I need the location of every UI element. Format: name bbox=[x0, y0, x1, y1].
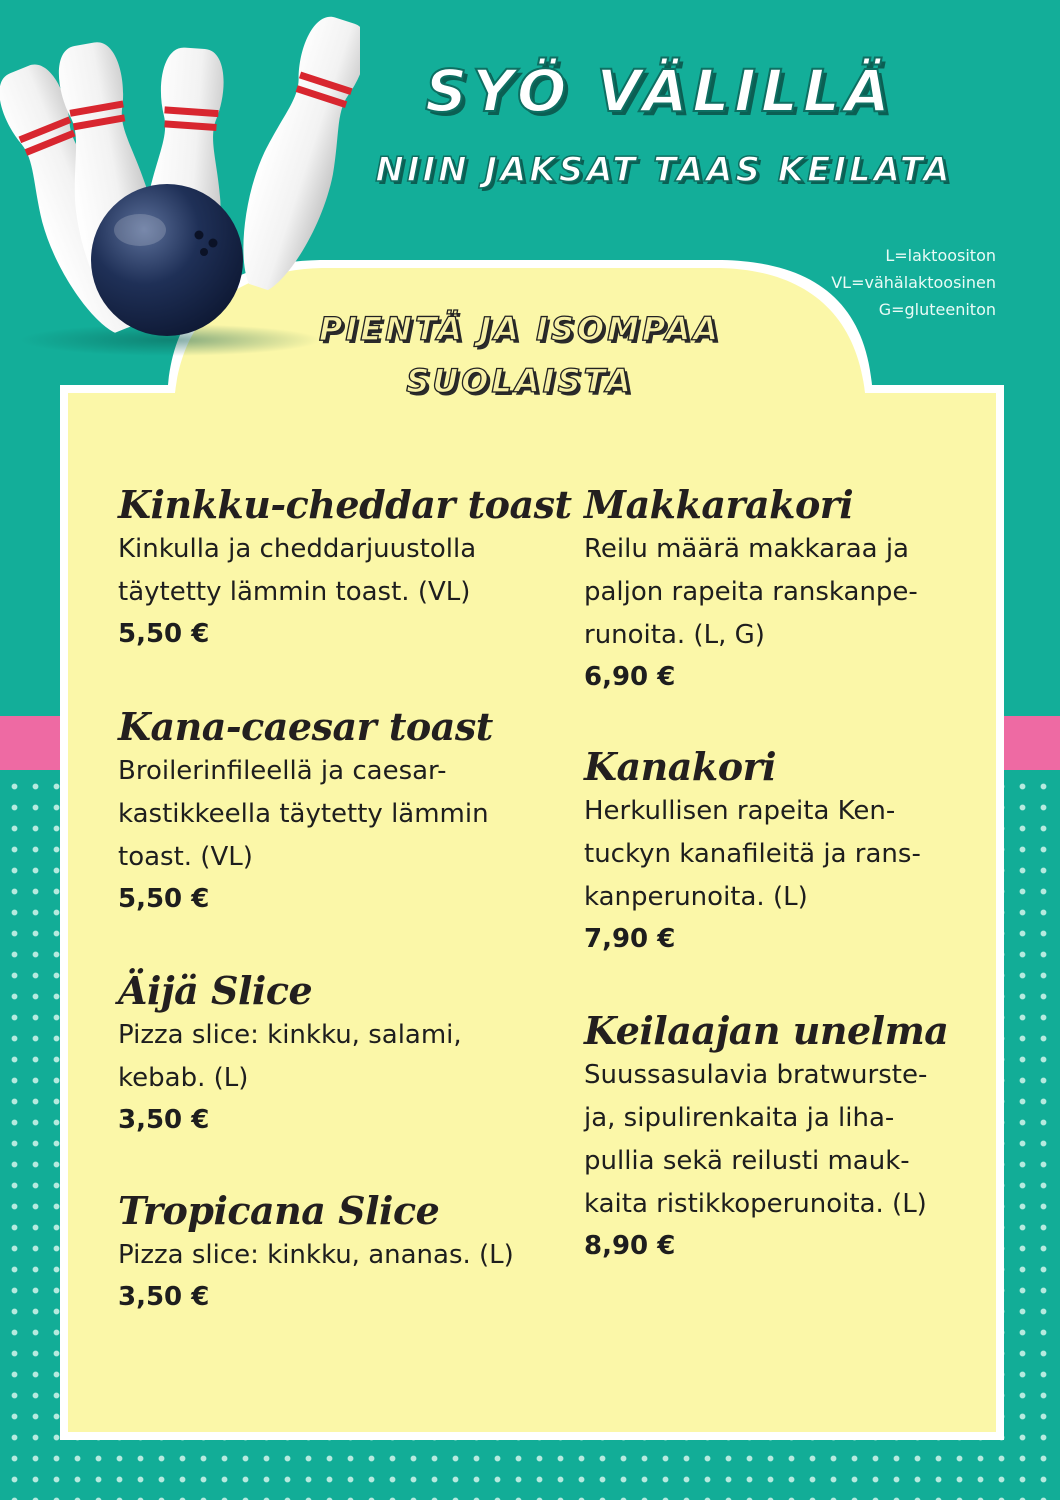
menu-item-name: Kana-caesar toast bbox=[118, 704, 493, 749]
menu-item-name: Keilaajan unelma bbox=[584, 1008, 949, 1053]
menu-item bbox=[118, 482, 572, 654]
menu-item-description: Kinkulla ja cheddarjuustolla täytetty lämmin toast. (VL) bbox=[118, 534, 477, 607]
menu-item bbox=[584, 744, 984, 959]
section-title: PIENTÄ JA ISOMPAA bbox=[318, 310, 722, 348]
menu-item-name: Äijä Slice bbox=[118, 968, 313, 1013]
page-title: SYÖ VÄLILLÄ bbox=[425, 57, 895, 125]
page-subtitle: NIIN JAKSAT TAAS KEILATA bbox=[375, 150, 953, 190]
menu-item-name: Kinkku-cheddar toast bbox=[118, 482, 572, 527]
legend-lactose-free: L=laktoositon bbox=[885, 246, 996, 265]
legend-gluten-free: G=gluteeniton bbox=[878, 300, 996, 319]
section-title-line2: SUOLAISTA bbox=[406, 362, 634, 400]
menu-item-price: 8,90 € bbox=[584, 1231, 676, 1261]
menu-item bbox=[584, 1008, 984, 1266]
menu-item-description: Pizza slice: kinkku, ananas. (L) bbox=[118, 1240, 514, 1270]
menu-item-description: Suussasulavia bratwurste- ja, sipulirenkaita ja liha- pullia sekä reilusti mauk- kaita ristikkoperunoita. (L) bbox=[584, 1060, 928, 1219]
menu-item-price: 3,50 € bbox=[118, 1105, 210, 1135]
menu-item-description: Reilu määrä makkaraa ja paljon rapeita ranskanpe- runoita. (L, G) bbox=[584, 534, 918, 650]
diet-legend bbox=[831, 242, 996, 323]
menu-item bbox=[584, 482, 984, 697]
menu-item-price: 7,90 € bbox=[584, 924, 676, 954]
menu-item-name: Kanakori bbox=[584, 744, 777, 789]
menu-item-price: 5,50 € bbox=[118, 619, 210, 649]
menu-item-name: Makkarakori bbox=[584, 482, 854, 527]
legend-low-lactose: VL=vähälaktoosinen bbox=[831, 273, 996, 292]
menu-item bbox=[118, 1188, 558, 1317]
bowling-ball-icon bbox=[91, 184, 243, 336]
menu-item bbox=[118, 704, 558, 919]
menu-item-name: Tropicana Slice bbox=[118, 1188, 440, 1233]
menu-item-price: 5,50 € bbox=[118, 884, 210, 914]
menu-item-description: Broilerinfileellä ja caesar- kastikkeella täytetty lämmin toast. (VL) bbox=[118, 756, 489, 872]
menu-item-description: Pizza slice: kinkku, salami, kebab. (L) bbox=[118, 1020, 462, 1093]
menu-item-description: Herkullisen rapeita Ken- tuckyn kanafileitä ja rans- kanperunoita. (L) bbox=[584, 796, 921, 912]
menu-item-price: 6,90 € bbox=[584, 662, 676, 692]
menu-item-price: 3,50 € bbox=[118, 1282, 210, 1312]
menu-item bbox=[118, 968, 558, 1140]
